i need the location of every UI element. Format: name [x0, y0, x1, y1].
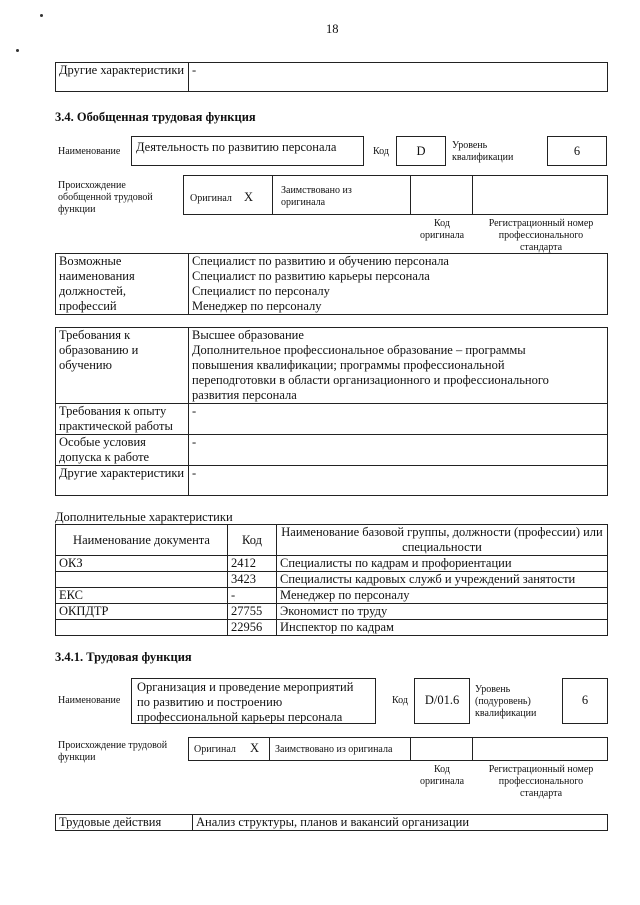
- function-origin-label: Происхождение трудовой функции: [58, 740, 168, 763]
- position-item: Специалист по персоналу: [192, 284, 330, 298]
- page-number: 18: [326, 22, 339, 36]
- function-name-line: профессиональной карьеры персонала: [137, 710, 343, 724]
- doc-cell: ЕКС: [56, 588, 228, 604]
- scan-mark: [40, 14, 43, 17]
- req-line: переподготовки в области организационного и профессионального: [192, 373, 549, 387]
- group-cell: Специалисты по кадрам и профориентации: [277, 556, 608, 572]
- function-code-label: Код: [392, 695, 408, 706]
- borrowed-label: Заимствовано из оригинала: [281, 185, 352, 208]
- function-name-label: Наименование: [58, 695, 121, 706]
- additional-header: Наименование базовой группы, должности (профессии) или специальности: [277, 525, 608, 556]
- other-characteristics-table: [55, 62, 608, 92]
- position-item: Менеджер по персоналу: [192, 299, 322, 313]
- code-label: Код: [373, 146, 389, 157]
- req-label: Другие характеристики: [56, 466, 189, 496]
- req-label: Требования к образованию и обучению: [56, 328, 189, 404]
- level-value: 6: [547, 136, 607, 166]
- group-cell: Инспектор по кадрам: [277, 620, 608, 636]
- table-row: [56, 620, 608, 636]
- function-level-line: Уровень: [475, 684, 511, 695]
- req-line: Дополнительное профессиональное образование – программы: [192, 343, 526, 357]
- code-cell: 3423: [228, 572, 277, 588]
- original-mark: X: [244, 190, 254, 204]
- other-characteristics-label: Другие характеристики: [56, 63, 189, 92]
- function-code-orig-label: Код оригинала: [419, 764, 465, 787]
- group-cell: Экономист по труду: [277, 604, 608, 620]
- additional-table: [55, 524, 608, 636]
- table-row: [56, 556, 608, 572]
- req-line: -: [189, 404, 608, 435]
- code-value: D: [396, 136, 446, 166]
- positions-label: Возможные наименования должностей, профессий: [56, 254, 189, 315]
- doc-cell: ОКЗ: [56, 556, 228, 572]
- additional-header: Наименование документа: [56, 525, 228, 556]
- group-cell: Менеджер по персоналу: [277, 588, 608, 604]
- function-level-value: 6: [562, 678, 608, 724]
- position-item: Специалист по развитию и обучению персонала: [192, 254, 449, 268]
- function-level-line: (подуровень): [475, 696, 531, 707]
- actions-table: [55, 814, 608, 831]
- req-line: -: [189, 466, 608, 496]
- req-line: повышения квалификации; программы профессиональной: [192, 358, 505, 372]
- function-code-value: D/01.6: [414, 678, 470, 724]
- code-cell: 22956: [228, 620, 277, 636]
- level-label: Уровень квалификации: [452, 140, 514, 163]
- function-original-label: Оригинал: [194, 744, 236, 755]
- requirements-table: [55, 327, 608, 496]
- req-label: Требования к опыту практической работы: [56, 404, 189, 435]
- req-line: Высшее образование: [192, 328, 304, 342]
- req-label: Особые условия допуска к работе: [56, 435, 189, 466]
- code-cell: 2412: [228, 556, 277, 572]
- function-borrowed-label: Заимствовано из оригинала: [275, 744, 393, 755]
- additional-title: Дополнительные характеристики: [55, 510, 233, 524]
- function-level-line: квалификации: [475, 708, 537, 719]
- section-title: 3.4. Обобщенная трудовая функция: [55, 110, 256, 124]
- table-row: [56, 588, 608, 604]
- function-reg-num-label: Регистрационный номер профессионального стандарта: [488, 764, 594, 799]
- name-label: Наименование: [58, 146, 121, 157]
- code-orig-cell: [410, 175, 473, 215]
- code-cell: -: [228, 588, 277, 604]
- positions-table: [55, 253, 608, 315]
- scan-mark: [16, 49, 19, 52]
- table-row: [56, 604, 608, 620]
- reg-num-label: Регистрационный номер профессионального стандарта: [488, 218, 594, 253]
- name-value: Деятельность по развитию персонала: [131, 136, 364, 166]
- req-line: -: [189, 435, 608, 466]
- function-name-line: по развитию и построению: [137, 695, 283, 709]
- doc-cell: ОКПДТР: [56, 604, 228, 620]
- code-cell: 27755: [228, 604, 277, 620]
- original-label: Оригинал: [190, 193, 232, 204]
- actions-value: Анализ структуры, планов и вакансий организации: [193, 815, 608, 831]
- function-code-orig-cell: [410, 737, 473, 761]
- additional-header: Код: [228, 525, 277, 556]
- doc-cell: [56, 620, 228, 636]
- origin-label: Происхождение обобщенной трудовой функции: [58, 180, 153, 215]
- function-name-line: Организация и проведение мероприятий: [137, 680, 354, 694]
- position-item: Специалист по развитию карьеры персонала: [192, 269, 430, 283]
- actions-label: Трудовые действия: [56, 815, 193, 831]
- function-original-mark: X: [250, 741, 260, 755]
- group-cell: Специалисты кадровых служб и учреждений занятости: [277, 572, 608, 588]
- function-level-label: [475, 684, 555, 720]
- doc-cell: [56, 572, 228, 588]
- other-characteristics-value: -: [189, 63, 608, 92]
- table-row: [56, 572, 608, 588]
- function-title: 3.4.1. Трудовая функция: [55, 650, 192, 664]
- code-orig-label: Код оригинала: [419, 218, 465, 241]
- req-line: развития персонала: [192, 388, 297, 402]
- function-name-value: [131, 678, 376, 724]
